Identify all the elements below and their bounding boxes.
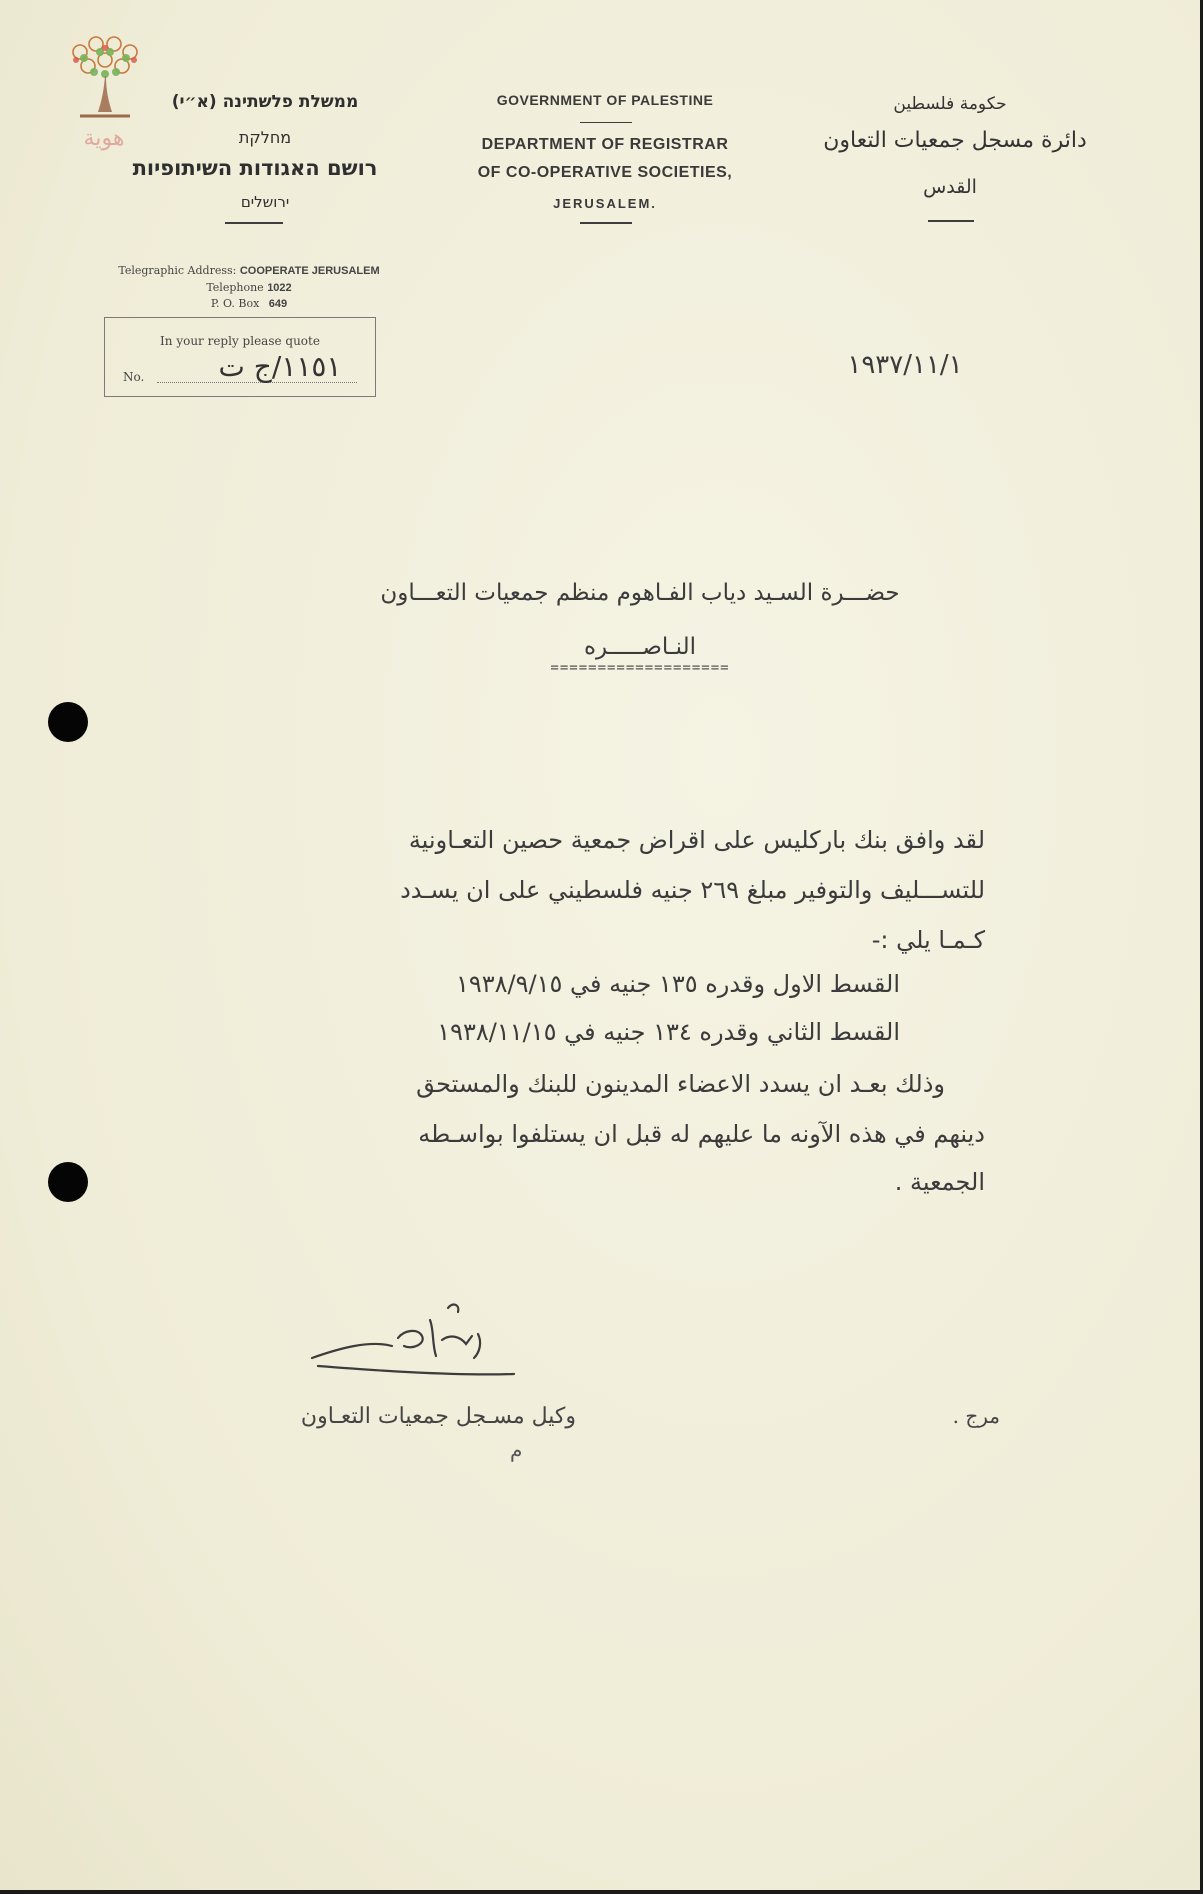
reference-no-value: ١١٥١/ج ت xyxy=(218,350,342,383)
handwritten-signature-icon xyxy=(300,1300,540,1400)
telephone-line xyxy=(84,281,414,294)
reference-no-label: No. xyxy=(123,370,145,384)
body-line-1: لقد وافق بنك باركليس على اقراض جمعية حصين التعـاونية xyxy=(408,826,985,854)
arabic-city: القدس xyxy=(923,176,977,198)
english-city: JERUSALEM. xyxy=(553,196,657,211)
english-header-rule-bottom xyxy=(580,222,632,224)
letter-date: ١٩٣٧/١١/١ xyxy=(847,350,963,380)
body-line-4: وذلك بعـد ان يسدد الاعضاء المدينون للبنك والمستحق xyxy=(416,1070,945,1098)
cc-label: مرج . xyxy=(952,1404,1000,1428)
arabic-government-title: حكومة فلسطين xyxy=(893,94,1007,114)
tree-logo-icon xyxy=(60,34,150,126)
punch-hole-bottom xyxy=(48,1162,88,1202)
english-government-title: GOVERNMENT OF PALESTINE xyxy=(496,92,714,108)
hebrew-header-rule xyxy=(225,222,283,224)
installment-first: القسط الاول وقدره ١٣٥ جنيه في ١٩٣٨/٩/١٥ xyxy=(455,970,900,998)
watermark-text: هوية xyxy=(83,126,125,151)
addressee-city: النـاصـــــره xyxy=(583,634,697,660)
reference-box xyxy=(104,317,376,397)
body-line-6: الجمعية . xyxy=(894,1168,985,1196)
arabic-header-rule xyxy=(928,220,974,222)
telegraphic-address xyxy=(84,264,414,277)
reference-prompt: In your reply please quote xyxy=(160,334,320,348)
body-line-3: كـمـا يلي :- xyxy=(871,926,985,954)
telegraphic-value: COOPERATE JERUSALEM xyxy=(239,265,380,277)
english-department-title: DEPARTMENT OF REGISTRAR xyxy=(481,136,729,153)
body-line-2: للتســـليف والتوفير مبلغ ٢٦٩ جنيه فلسطيني على ان يسـدد xyxy=(400,876,985,904)
hebrew-registrar-title: רושם האגודות השיתופיות xyxy=(132,156,378,180)
signer-title: وكيل مسـجل جمعيات التعـاون xyxy=(300,1404,576,1429)
telegraphic-label: Telegraphic Address: xyxy=(118,264,237,277)
telephone-label: Telephone xyxy=(206,281,264,294)
telephone-value: 1022 xyxy=(267,282,292,294)
signer-initials: م xyxy=(510,1438,523,1462)
pobox-value: 649 xyxy=(268,298,288,310)
hebrew-government-title: ממשלת פלשתינה (א״י) xyxy=(171,92,359,112)
english-header-rule-top xyxy=(580,122,632,123)
pobox-label: P. O. Box xyxy=(210,297,260,310)
pobox-line xyxy=(84,297,414,310)
hebrew-department-label: מחלקת xyxy=(238,128,292,147)
addressee-line: حضـــرة السـيد دياب الفـاهوم منظم جمعيات التعـــاون xyxy=(380,580,900,606)
body-line-5: دينهم في هذه الآونه ما عليهم له قبل ان يستلفوا بواسـطه xyxy=(418,1120,985,1148)
arabic-department-title: دائرة مسجل جمعيات التعاون xyxy=(823,128,1087,153)
hebrew-city: ירושלים xyxy=(240,193,290,211)
punch-hole-top xyxy=(48,702,88,742)
addressee-underline: =================== xyxy=(550,660,730,676)
english-societies-title: OF CO-OPERATIVE SOCIETIES, xyxy=(477,164,733,181)
installment-second: القسط الثاني وقدره ١٣٤ جنيه في ١٩٣٨/١١/١٥ xyxy=(437,1018,900,1046)
